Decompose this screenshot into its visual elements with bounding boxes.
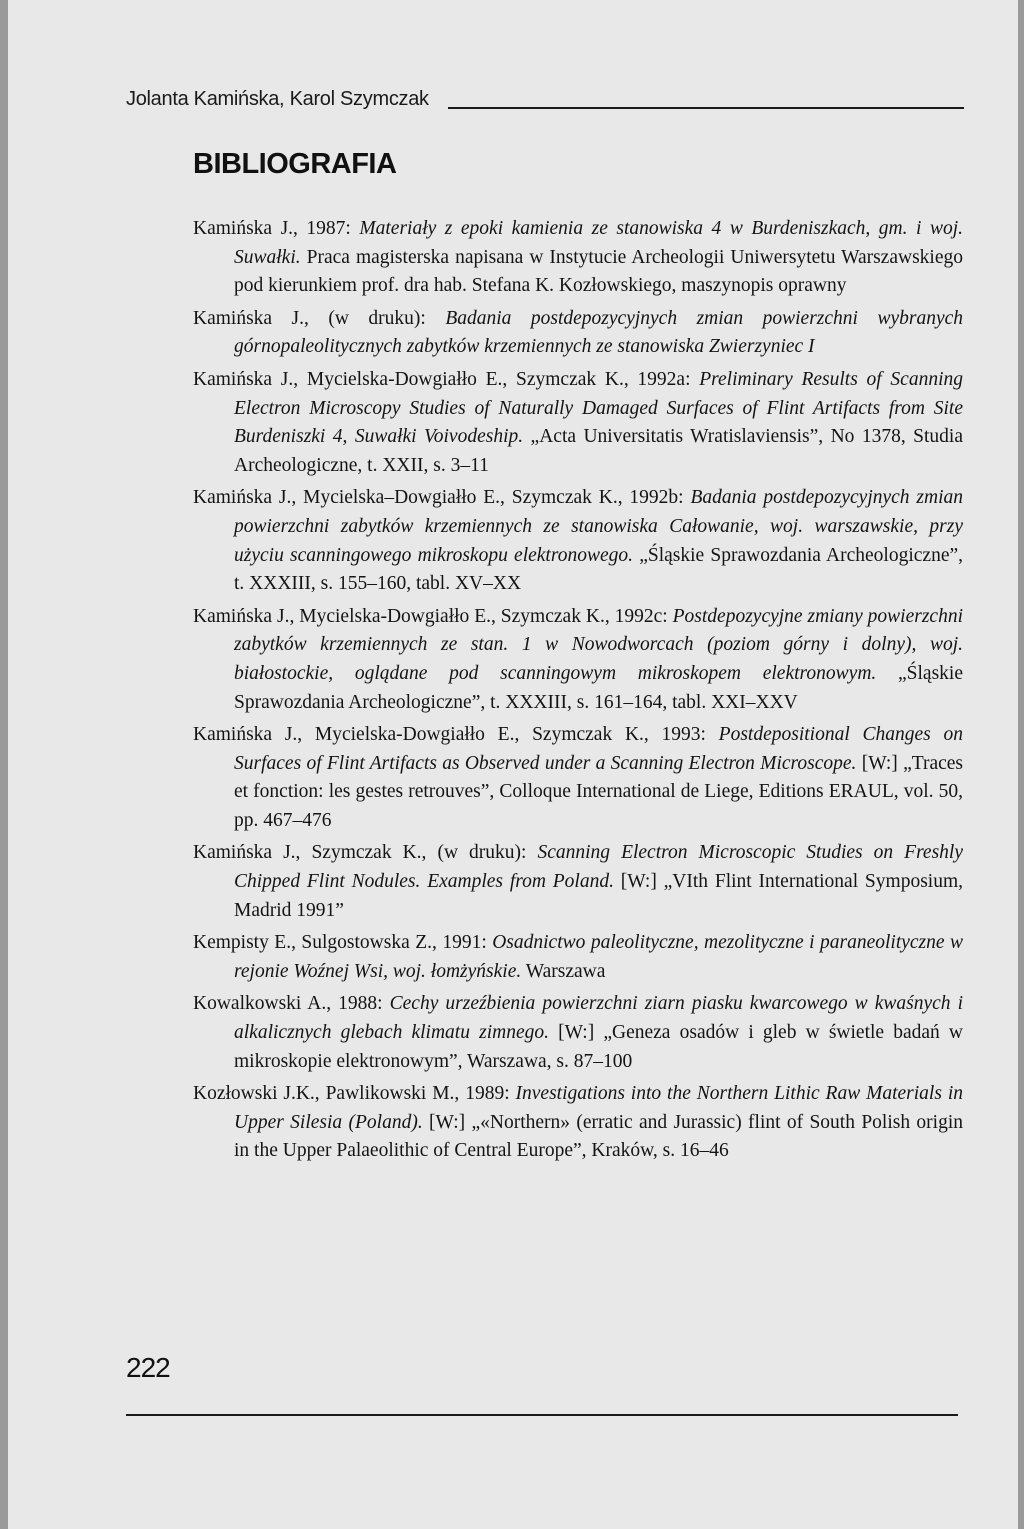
entry-details: [W:] „Traces et fonction: les gestes retrouves”, Colloque International de Liege, Editions ERAUL, vol. 50, pp. 467–476 — [234, 752, 964, 831]
bibliography-entry — [193, 484, 963, 598]
entry-authors: Kamińska J., Mycielska-Dowgiałło E., Szymczak K., 1993: — [193, 724, 719, 746]
entry-title: Postdepositional Changes on Surfaces of Flint Artifacts as Observed under a Scanning Electron Microscope. — [234, 724, 963, 774]
bibliography-entry — [193, 990, 963, 1076]
bibliography-entry — [193, 305, 963, 362]
footer-rule — [126, 1414, 958, 1416]
entry-authors: Kamińska J., Mycielska-Dowgiałło E., Szymczak K., 1992a: — [193, 368, 700, 390]
entry-details: „Acta Universitatis Wratislaviensis”, No 1378, Studia Archeologiczne, t. XXII, s. 3–11 — [234, 426, 963, 476]
entry-authors: Kowalkowski A., 1988: — [193, 993, 390, 1015]
header-authors: Jolanta Kamińska, Karol Szymczak — [126, 88, 429, 110]
bibliography-entry — [193, 603, 963, 717]
entry-details: Warszawa — [521, 960, 606, 982]
entry-title: Badania postdepozycyjnych zmian powierzchni wybranych górnopaleolitycznych zabytków krzemiennych ze stanowiska Zwierzyniec I — [234, 307, 964, 358]
bibliography-entry — [193, 721, 963, 835]
entry-title: Investigations into the Northern Lithic Raw Materials in Upper Silesia (Poland). — [234, 1083, 963, 1133]
entry-details: Praca magisterska napisana w Instytucie Archeologii Uniwersytetu Warszawskiego pod kierunkiem prof. dra hab. Stefana K. Kozłowskiego, maszynopis oprawny — [234, 246, 963, 297]
entry-title: Cechy urzeźbienia powierzchni ziarn piasku kwarcowego w kwaśnych i alkalicznych glebach klimatu zimnego. — [234, 993, 963, 1044]
bibliography-entry — [193, 839, 963, 925]
header-rule — [448, 107, 964, 109]
entry-title: Badania postdepozycyjnych zmian powierzchni zabytków krzemiennych ze stanowiska Całowanie, woj. warszawskie, przy użyciu scanningowego mikroskopu elektronowego. — [234, 487, 963, 566]
running-header — [126, 88, 964, 116]
entry-authors: Kamińska J., Mycielska-Dowgiałło E., Szymczak K., 1992c: — [193, 605, 673, 627]
entry-authors: Kamińska J., Szymczak K., (w druku): — [193, 842, 538, 864]
entry-authors: Kamińska J., Mycielska–Dowgiałło E., Szymczak K., 1992b: — [193, 487, 691, 509]
entry-title: Scanning Electron Microscopic Studies on Freshly Chipped Flint Nodules. Examples from Poland. — [234, 842, 963, 893]
entry-title: Materiały z epoki kamienia ze stanowiska 4 w Burdeniszkach, gm. i woj. Suwałki. — [234, 218, 964, 268]
bibliography-entry — [193, 1080, 963, 1166]
entry-details: „Śląskie Sprawozdania Archeologiczne”, t. XXXIII, s. 161–164, tabl. XXI–XXV — [234, 662, 963, 713]
section-title: BIBLIOGRAFIA — [193, 148, 397, 180]
entry-details: [W:] „Geneza osadów i gleb w świetle badań w mikroskopie elektronowym”, Warszawa, s. 87–100 — [234, 1022, 963, 1072]
entry-authors: Kozłowski J.K., Pawlikowski M., 1989: — [193, 1083, 516, 1105]
entry-authors: Kamińska J., 1987: — [193, 218, 360, 239]
entry-title: Postdepozycyjne zmiany powierzchni zabytków krzemiennych ze stan. 1 w Nowodworcach (poziom górny i dolny), woj. białostockie, oglądane pod scanningowym mikroskopem elektronowym. — [234, 605, 963, 684]
entry-authors: Kamińska J., (w druku): — [193, 307, 446, 329]
bibliography-entry — [193, 366, 963, 480]
bibliography-entry — [193, 215, 963, 301]
entry-title: Preliminary Results of Scanning Electron Microscopy Studies of Naturally Damaged Surfaces of Flint Artifacts from Site Burdeniszki 4, Suwałki Voivodeship. — [234, 368, 963, 448]
bibliography-entry — [193, 929, 963, 986]
entry-authors: Kempisty E., Sulgostowska Z., 1991: — [193, 932, 493, 954]
entry-details: [W:] „«Northern» (erratic and Jurassic) flint of South Polish origin in the Upper Palaeolithic of Central Europe”, Kraków, s. 16–46 — [234, 1111, 964, 1162]
entry-details: „Śląskie Sprawozdania Archeologiczne”, t. XXXIII, s. 155–160, tabl. XV–XX — [234, 544, 963, 595]
entry-title: Osadnictwo paleolityczne, mezolityczne i paraneolityczne w rejonie Woźnej Wsi, woj. łomżyńskie. — [234, 932, 964, 982]
page-number: 222 — [126, 1352, 170, 1383]
bibliography-list — [193, 215, 963, 1170]
entry-details: [W:] „VIth Flint International Symposium, Madrid 1991” — [234, 871, 963, 921]
